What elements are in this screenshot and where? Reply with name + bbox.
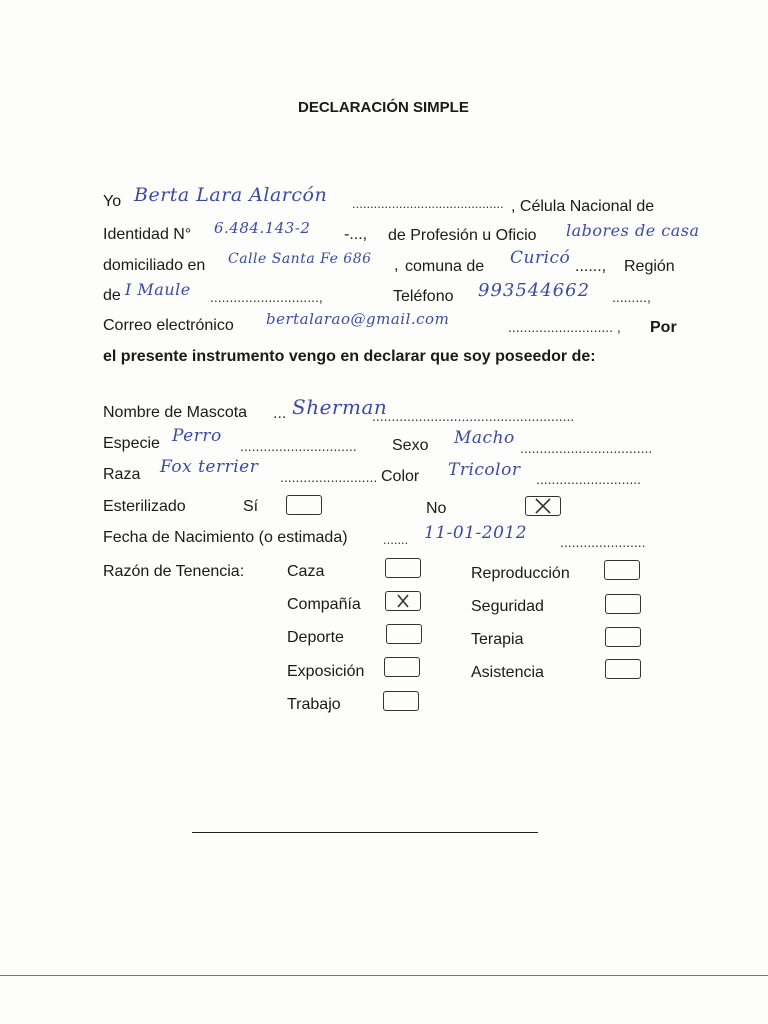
x-check-icon — [386, 592, 420, 610]
tenencia-label: Razón de Tenencia: — [103, 563, 245, 580]
option-trabajo-label: Trabajo — [287, 696, 341, 713]
esterilizado-label: Esterilizado — [103, 498, 186, 515]
option-terapia-checkbox[interactable] — [605, 627, 641, 647]
option-exposicion-label: Exposición — [287, 663, 365, 680]
esterilizado-si-checkbox[interactable] — [286, 495, 322, 515]
correo-field[interactable]: bertalarao@gmail.com — [266, 310, 450, 328]
no-label: No — [426, 500, 447, 517]
region-field[interactable]: I Maule — [125, 280, 191, 299]
x-check-icon — [526, 497, 560, 515]
sexo-label: Sexo — [392, 437, 429, 454]
option-deporte-label: Deporte — [287, 629, 344, 646]
domicilio-label: domiciliado en — [103, 257, 206, 274]
comuna-tail: ......, — [575, 258, 607, 275]
correo-label: Correo electrónico — [103, 317, 234, 334]
profesion-label: de Profesión u Oficio — [388, 227, 537, 244]
option-seguridad-checkbox[interactable] — [605, 594, 641, 614]
option-reproduccion-checkbox[interactable] — [604, 560, 640, 580]
telefono-label: Teléfono — [393, 288, 454, 305]
option-caza-checkbox[interactable] — [385, 558, 421, 578]
option-reproduccion-label: Reproducción — [471, 565, 570, 582]
rut-field[interactable]: 6.484.143-2 — [214, 219, 311, 237]
name-dots: .......................................... — [352, 196, 504, 211]
region-label: Región — [624, 258, 675, 275]
domicilio-tail: , — [394, 257, 399, 274]
comuna-label: comuna de — [405, 258, 485, 275]
identidad-label: Identidad N° — [103, 226, 192, 243]
fecha-lead: ....... — [383, 532, 409, 547]
option-asistencia-label: Asistencia — [471, 664, 544, 681]
page-title: DECLARACIÓN SIMPLE — [298, 99, 469, 116]
raza-tail: ......................... — [280, 469, 378, 485]
color-field[interactable]: Tricolor — [448, 460, 521, 480]
option-trabajo-checkbox[interactable] — [383, 691, 419, 711]
yo-label: Yo — [103, 193, 122, 210]
correo-tail: ........................... , — [508, 319, 621, 335]
option-exposicion-checkbox[interactable] — [384, 657, 420, 677]
telefono-field[interactable]: 993544662 — [478, 280, 591, 301]
nombre-mascota-field[interactable]: Sherman — [292, 395, 388, 419]
especie-tail: .............................. — [240, 438, 357, 454]
option-seguridad-label: Seguridad — [471, 598, 544, 615]
fecha-tail: ...................... — [560, 534, 646, 550]
especie-field[interactable]: Perro — [172, 426, 222, 446]
raza-field[interactable]: Fox terrier — [160, 457, 259, 477]
signature-line — [192, 832, 538, 833]
region-tail: ............................, — [210, 289, 323, 305]
nombre-mascota-label: Nombre de Mascota — [103, 404, 248, 421]
comuna-field[interactable]: Curicó — [510, 248, 571, 268]
option-compania-label: Compañía — [287, 596, 361, 613]
color-label: Color — [381, 468, 420, 485]
name-field[interactable]: Berta Lara Alarcón — [134, 184, 328, 206]
option-deporte-checkbox[interactable] — [386, 624, 422, 644]
fecha-field[interactable]: 11-01-2012 — [424, 523, 528, 543]
page-edge-line — [0, 975, 768, 976]
cedula-label: , Célula Nacional de — [511, 198, 655, 215]
fecha-label: Fecha de Nacimiento (o estimada) — [103, 529, 348, 546]
option-terapia-label: Terapia — [471, 631, 524, 648]
color-tail: ........................... — [536, 471, 642, 487]
domicilio-field[interactable]: Calle Santa Fe 686 — [228, 251, 372, 267]
especie-label: Especie — [103, 435, 160, 452]
por-label: Por — [650, 319, 677, 336]
declaracion-text: el presente instrumento vengo en declarar que soy poseedor de: — [103, 348, 596, 365]
option-asistencia-checkbox[interactable] — [605, 659, 641, 679]
sexo-field[interactable]: Macho — [454, 428, 515, 448]
rut-tail: -..., — [344, 226, 368, 243]
raza-label: Raza — [103, 466, 141, 483]
option-compania-checkbox[interactable] — [385, 591, 421, 611]
nombre-tail: .................................................... — [372, 408, 575, 424]
telefono-tail: ........., — [612, 289, 651, 305]
si-label: Sí — [243, 498, 259, 515]
option-caza-label: Caza — [287, 563, 325, 580]
sexo-tail: .................................. — [520, 440, 653, 456]
esterilizado-no-checkbox[interactable] — [525, 496, 561, 516]
nombre-lead: ... — [273, 405, 287, 422]
profesion-field[interactable]: labores de casa — [566, 221, 700, 240]
de-label: de — [103, 287, 121, 304]
